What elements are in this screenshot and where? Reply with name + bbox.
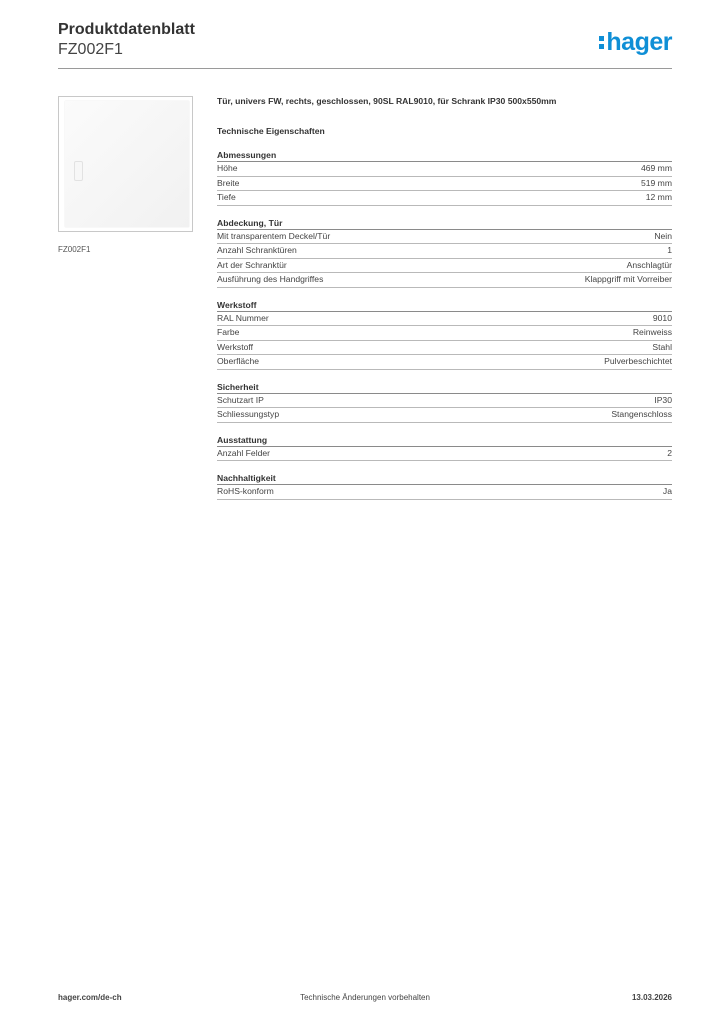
spec-section — [217, 434, 672, 462]
spec-label: Mit transparentem Deckel/Tür — [217, 230, 331, 241]
tech-properties-heading: Technische Eigenschaften — [217, 126, 325, 136]
section-title: Ausstattung — [217, 434, 672, 447]
spec-row — [217, 341, 672, 356]
spec-label: Schutzart IP — [217, 394, 264, 405]
spec-section — [217, 149, 672, 206]
spec-value: Ja — [662, 486, 672, 496]
spec-label: Ausführung des Handgriffes — [217, 274, 324, 284]
spec-row — [217, 408, 672, 423]
section-title: Sicherheit — [217, 381, 672, 394]
header-divider — [58, 68, 672, 69]
document-header — [58, 20, 195, 60]
spec-row — [217, 244, 672, 259]
spec-value: 469 mm — [640, 163, 672, 173]
spec-section — [217, 217, 672, 288]
door-handle-icon — [74, 161, 83, 181]
spec-row — [217, 447, 672, 462]
footer-date: 13.03.2026 — [631, 993, 672, 1002]
door-illustration — [65, 101, 189, 227]
product-description: Tür, univers FW, rechts, geschlossen, 90SL RAL9010, für Schrank IP30 500x550mm — [217, 96, 557, 106]
spec-row — [217, 394, 672, 409]
section-title: Werkstoff — [217, 299, 672, 312]
product-details — [217, 96, 672, 511]
spec-label: Oberfläche — [217, 356, 260, 366]
spec-value: Klappgriff mit Vorreiber — [584, 274, 672, 284]
spec-label: Anzahl Schranktüren — [217, 245, 297, 255]
spec-section — [217, 381, 672, 423]
spec-value: 12 mm — [645, 192, 672, 202]
spec-label: Werkstoff — [217, 341, 253, 352]
spec-value: 9010 — [652, 312, 672, 323]
spec-row — [217, 273, 672, 288]
hager-logo — [599, 28, 672, 57]
spec-sections — [217, 149, 672, 500]
spec-row — [217, 259, 672, 274]
spec-label: Art der Schranktür — [217, 259, 287, 270]
spec-row — [217, 191, 672, 206]
spec-row — [217, 355, 672, 370]
product-image — [58, 96, 193, 232]
spec-label: Farbe — [217, 327, 240, 337]
spec-value: Anschlagtür — [626, 259, 672, 270]
spec-row — [217, 162, 672, 177]
spec-value: Reinweiss — [632, 327, 672, 337]
spec-value: Nein — [654, 230, 672, 241]
spec-value: IP30 — [654, 394, 672, 405]
spec-label: Tiefe — [217, 192, 236, 202]
spec-label: Anzahl Felder — [217, 447, 271, 458]
spec-label: RoHS-konform — [217, 486, 274, 496]
spec-row — [217, 326, 672, 341]
footer-notice: Technische Änderungen vorbehalten — [300, 993, 430, 1002]
section-title: Nachhaltigkeit — [217, 472, 672, 485]
logo-dots-icon — [599, 36, 604, 49]
spec-label: Höhe — [217, 163, 238, 173]
document-title: Produktdatenblatt — [58, 21, 195, 38]
footer-website[interactable]: hager.com/de-ch — [58, 993, 122, 1002]
spec-row — [217, 177, 672, 192]
logo-text: hager — [606, 28, 672, 56]
spec-label: Schliessungstyp — [217, 409, 280, 419]
spec-row — [217, 485, 672, 500]
spec-value: 1 — [667, 245, 672, 255]
spec-row — [217, 230, 672, 245]
spec-row — [217, 312, 672, 327]
spec-value: Pulverbeschichtet — [604, 356, 672, 366]
spec-label: Breite — [217, 177, 240, 188]
spec-section — [217, 299, 672, 370]
product-code: FZ002F1 — [58, 41, 123, 58]
spec-label: RAL Nummer — [217, 312, 269, 323]
spec-value: Stahl — [652, 341, 672, 352]
spec-value: Stangenschloss — [611, 409, 672, 419]
section-title: Abmessungen — [217, 149, 672, 162]
spec-section — [217, 472, 672, 500]
section-title: Abdeckung, Tür — [217, 217, 672, 230]
image-caption: FZ002F1 — [58, 245, 91, 254]
spec-value: 519 mm — [640, 177, 672, 188]
spec-value: 2 — [667, 447, 672, 458]
